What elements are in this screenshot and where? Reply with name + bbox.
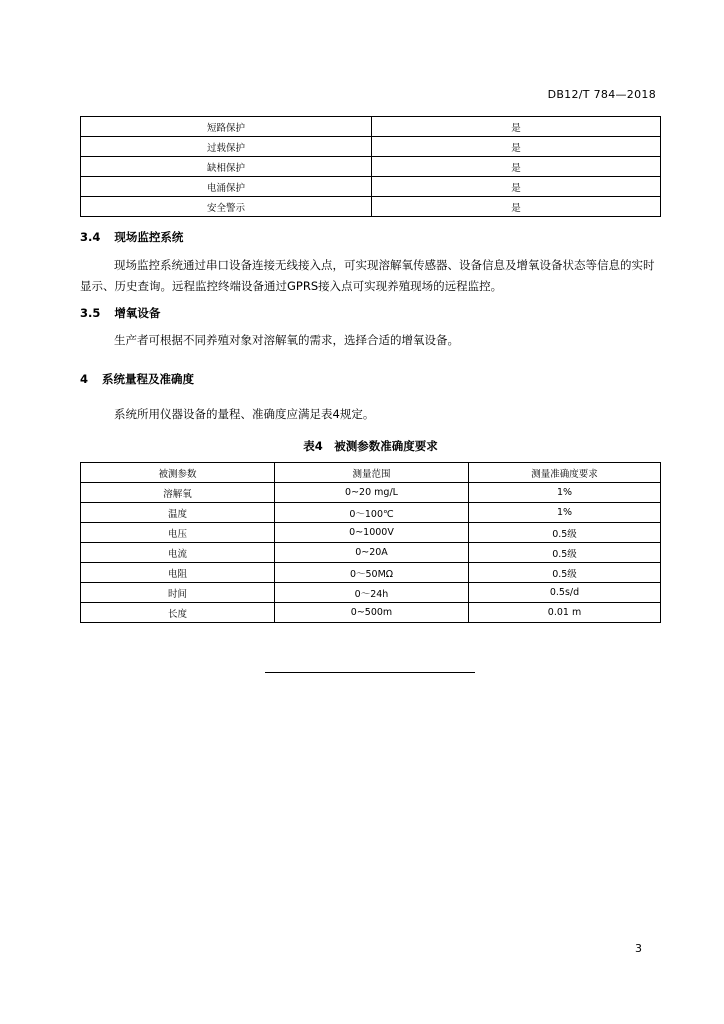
end-of-document-rule <box>265 672 475 673</box>
protection-table <box>80 116 661 217</box>
table-cell: 0～50MΩ <box>275 563 469 583</box>
section-title: 系统量程及准确度 <box>102 372 195 386</box>
table-cell: 安全警示 <box>81 197 372 217</box>
table-cell: 0~20 mg/L <box>275 483 469 503</box>
table-cell: 0.5级 <box>469 523 661 543</box>
table-cell: 温度 <box>81 503 275 523</box>
section-number: 3.5 <box>80 306 101 320</box>
section-3-4-heading <box>80 229 183 245</box>
table-row <box>81 177 661 197</box>
column-header: 被测参数 <box>81 463 275 483</box>
table-cell: 缺相保护 <box>81 157 372 177</box>
table-cell: 电涌保护 <box>81 177 372 197</box>
table-cell: 1% <box>469 503 661 523</box>
table-cell: 是 <box>372 137 661 157</box>
table-cell: 0.01 m <box>469 603 661 623</box>
table-row <box>81 523 661 543</box>
table-row <box>81 543 661 563</box>
table-cell: 过载保护 <box>81 137 372 157</box>
table-cell: 0～24h <box>275 583 469 603</box>
section-3-5-paragraph: 生产者可根据不同养殖对象对溶解氧的需求，选择合适的增氧设备。 <box>114 333 459 347</box>
column-header: 测量准确度要求 <box>469 463 661 483</box>
table-row <box>81 117 661 137</box>
section-number: 3.4 <box>80 230 101 244</box>
section-3-5-heading <box>80 305 160 321</box>
table-cell: 0~1000V <box>275 523 469 543</box>
section-3-4-paragraph: 现场监控系统通过串口设备连接无线接入点，可实现溶解氧传感器、设备信息及增氧设备状态等信息的实时显示、历史查询。远程监控终端设备通过GPRS接入点可实现养殖现场的远程监控。 <box>80 258 655 293</box>
table-caption: 表4 被测参数准确度要求 <box>303 439 438 453</box>
table-cell: 电阻 <box>81 563 275 583</box>
table-row <box>81 137 661 157</box>
table-cell: 电流 <box>81 543 275 563</box>
table-cell: 0~500m <box>275 603 469 623</box>
table-row <box>81 583 661 603</box>
table-cell: 0.5级 <box>469 563 661 583</box>
table-row <box>81 157 661 177</box>
table-cell: 是 <box>372 157 661 177</box>
section-4-paragraph: 系统所用仪器设备的量程、准确度应满足表4规定。 <box>114 407 375 421</box>
table-row <box>81 197 661 217</box>
accuracy-table <box>80 462 661 623</box>
table-header-row <box>81 463 661 483</box>
document-code: DB12/T 784—2018 <box>547 88 656 101</box>
table-cell: 0.5级 <box>469 543 661 563</box>
table-cell: 是 <box>372 117 661 137</box>
table-cell: 电压 <box>81 523 275 543</box>
table-row <box>81 603 661 623</box>
table-cell: 0.5s/d <box>469 583 661 603</box>
table-cell: 长度 <box>81 603 275 623</box>
table-cell: 1% <box>469 483 661 503</box>
table-cell: 0～100℃ <box>275 503 469 523</box>
column-header: 测量范围 <box>275 463 469 483</box>
table-row <box>81 503 661 523</box>
section-4-heading <box>80 371 194 387</box>
table-row <box>81 483 661 503</box>
table-row <box>81 563 661 583</box>
section-title: 增氧设备 <box>114 306 161 320</box>
page-number: 3 <box>635 942 642 955</box>
table-cell: 是 <box>372 177 661 197</box>
table-cell: 0~20A <box>275 543 469 563</box>
table-cell: 短路保护 <box>81 117 372 137</box>
section-number: 4 <box>80 372 89 386</box>
table-cell: 是 <box>372 197 661 217</box>
section-title: 现场监控系统 <box>114 230 184 244</box>
table-cell: 时间 <box>81 583 275 603</box>
table-cell: 溶解氧 <box>81 483 275 503</box>
